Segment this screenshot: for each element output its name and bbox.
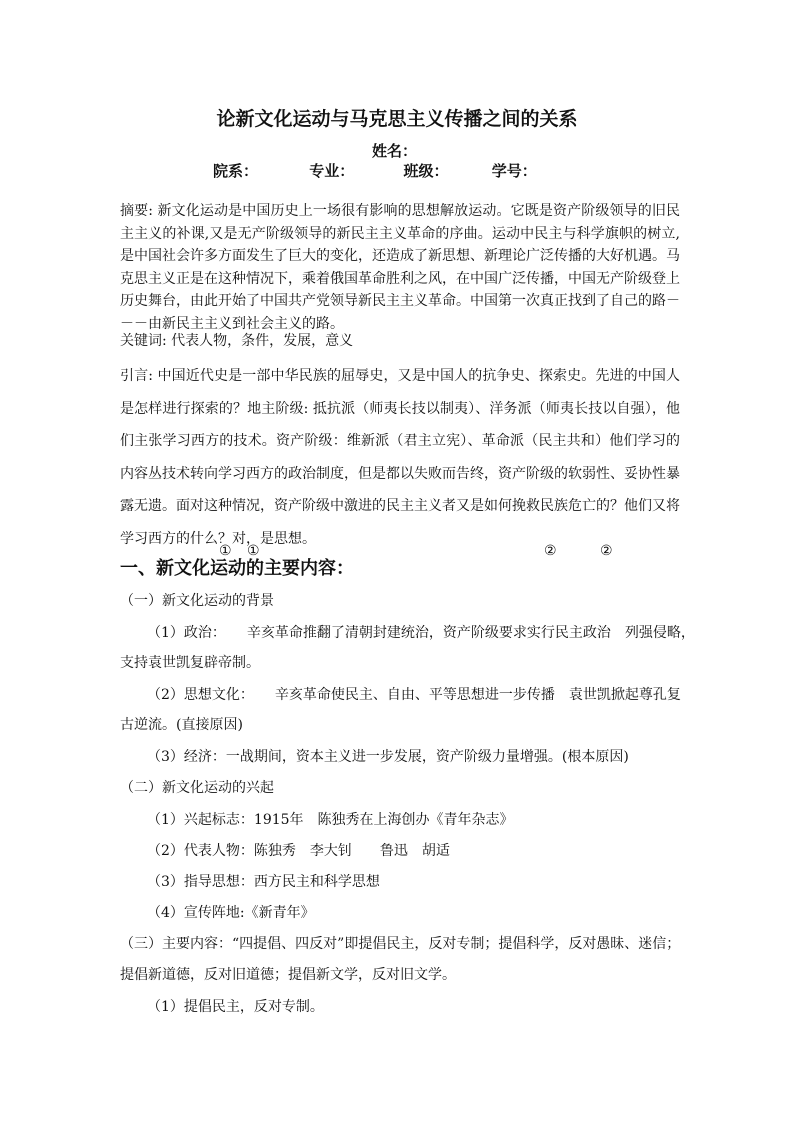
footnote-marker: ② <box>544 543 557 559</box>
footnote-marker: ② <box>600 543 613 559</box>
body-text-line: 提倡新道德，反对旧道德；提倡新文学，反对旧文学。 <box>120 967 456 983</box>
student-info-line <box>213 160 537 181</box>
abstract-paragraph: 摘要: 新文化运动是中国历史上一场很有影响的思想解放运动。它既是资产阶级领导的旧民主主义的补课,又是无产阶级领导的新民主主义革命的序曲。运动中民主与科学旗帜的树立,是中国社会许多方面发生了巨大的变化，还造成了新思想、新理论广泛传播的大好机遇。马克思主义正是在这种情况下，乘着俄国革命胜利之风，在中国广泛传播，中国无产阶级登上历史舞台，由此开始了中国共产党领导新民主主义革命。中国第一次真正找到了自己的路－－－由新民主主义到社会主义的路。 <box>120 203 680 332</box>
section-heading: 一、新文化运动的主要内容： <box>120 558 354 579</box>
student-id-label: 学号： <box>491 162 537 180</box>
subsection-heading: （一）新文化运动的背景 <box>120 593 274 609</box>
class-label: 班级： <box>403 162 449 180</box>
footnote-marker: ① <box>219 543 232 559</box>
document-title: 论新文化运动与马克思主义传播之间的关系 <box>216 108 578 130</box>
list-item: （2）代表人物：陈独秀 李大钊 鲁迅 胡适 <box>147 843 450 859</box>
major-label: 专业： <box>309 162 355 180</box>
subsection-heading: （二）新文化运动的兴起 <box>120 780 274 796</box>
body-text-line: （3）经济：一战期间，资本主义进一步发展，资产阶级力量增强。(根本原因) <box>147 749 629 765</box>
body-text-line: 支持袁世凯复辟帝制。 <box>120 655 260 671</box>
footnote-marker: ① <box>247 543 260 559</box>
dept-label: 院系： <box>213 162 259 180</box>
body-text-line: （2）思想文化： 辛亥革命使民主、自由、平等思想进一步传播 袁世凯掀起尊孔复 <box>147 687 681 703</box>
keywords-line: 关键词: 代表人物，条件，发展，意义 <box>120 333 354 349</box>
list-item: （1）提倡民主，反对专制。 <box>147 999 324 1015</box>
intro-paragraph: 引言: 中国近代史是一部中华民族的屈辱史，又是中国人的抗争史、探索史。先进的中国人是怎样进行探索的？地主阶级: 抵抗派（师夷长技以制夷）、洋务派（师夷长技以自强），他们主张学习西方的技术。资产阶级：维新派（君主立宪）、革命派（民主共和）他们学习的内容丛技术转向学习西方的政治制度，但是都以失败而告终，资产阶级的软弱性、妥协性暴露无遗。面对这种情况，资产阶级中激进的民主主义者又是如何挽救民族危亡的？他们又将学习西方的什么？对，是思想。 <box>120 368 680 547</box>
body-text-line: （1）政治： 辛亥革命推翻了清朝封建统治，资产阶级要求实行民主政治 列强侵略， <box>147 625 695 641</box>
body-text-line: 古逆流。(直接原因) <box>120 717 243 733</box>
subsection-heading: （三）主要内容：“四提倡、四反对”即提倡民主，反对专制；提倡科学，反对愚昧、迷信； <box>120 936 681 952</box>
list-item: （1）兴起标志：1915年 陈独秀在上海创办《青年杂志》 <box>147 812 514 828</box>
list-item: （4）宣传阵地:《新青年》 <box>147 905 315 921</box>
name-label: 姓名： <box>372 142 418 160</box>
list-item: （3）指导思想：西方民主和科学思想 <box>147 874 380 890</box>
